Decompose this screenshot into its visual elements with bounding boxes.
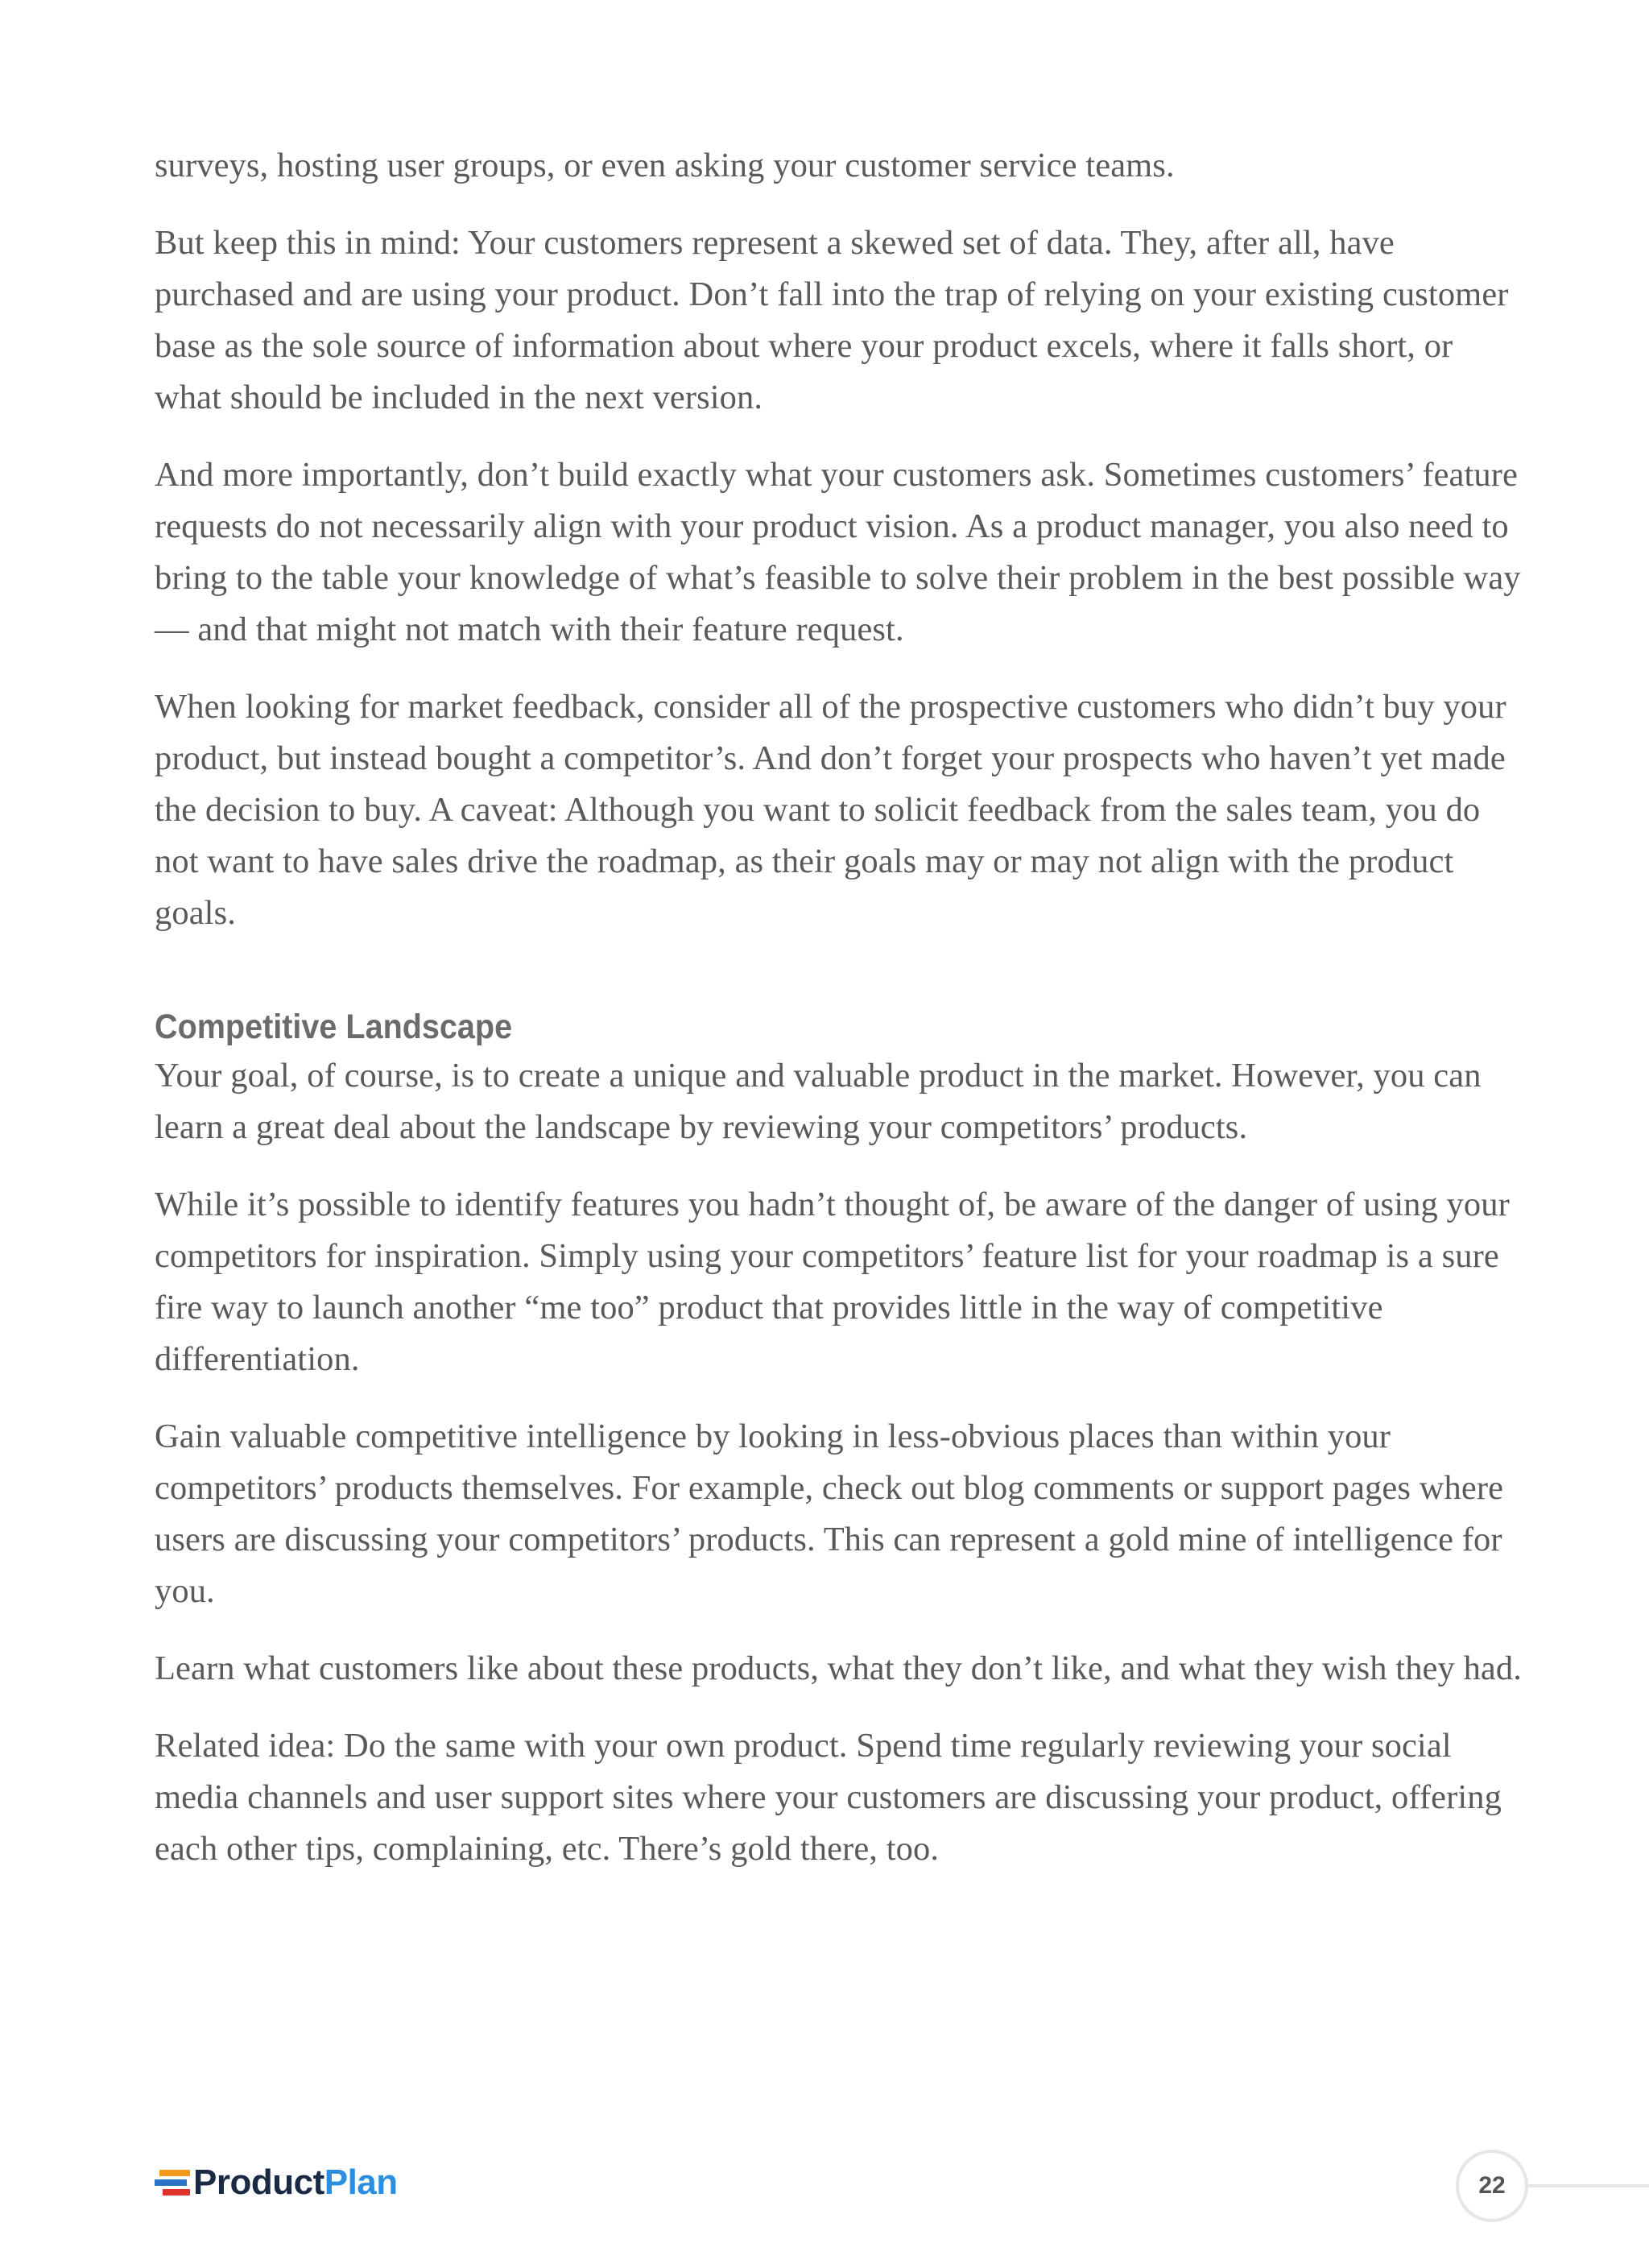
page-number-line (1520, 2184, 1649, 2187)
paragraph: Your goal, of course, is to create a unique and valuable product in the market. However, you can learn a great deal about the landscape by reviewing your competitors’ products. (155, 1057, 1482, 1146)
logo-wordmark (193, 2162, 398, 2203)
logo-bars-icon (155, 2168, 190, 2197)
page-number: 22 (1478, 2172, 1506, 2199)
paragraph: Related idea: Do the same with your own product. Spend time regularly reviewing your social media channels and user support sites where your customers are discussing your product, offering each other tips, complaining, etc. There’s gold there, too. (155, 1727, 1502, 1868)
page-number-badge (1456, 2150, 1649, 2222)
paragraph: But keep this in mind: Your customers represent a skewed set of data. They, after all, have purchased and are using your product. Don’t fall into the trap of relying on your existing customer base as the sole source of information about where your product excels, where it falls short, or what should be included in the next version. (155, 224, 1509, 416)
section-heading: Competitive Landscape (155, 1008, 513, 1046)
paragraph: Gain valuable competitive intelligence by looking in less-obvious places than within your competitors’ products themselves. For example, check out blog comments or support pages where users are discussing your competitors’ products. This can represent a gold mine of intelligence for you. (155, 1418, 1504, 1610)
page-content (155, 140, 1523, 1901)
logo-text-plan: Plan (324, 2162, 398, 2202)
productplan-logo (155, 2158, 398, 2207)
paragraph: surveys, hosting user groups, or even asking your customer service teams. (155, 147, 1175, 184)
page-number-circle (1456, 2150, 1528, 2222)
logo-text-product: Product (193, 2162, 324, 2202)
paragraph: When looking for market feedback, consider all of the prospective customers who didn’t buy your product, but instead bought a competitor’s. And don’t forget your prospects who haven’t yet made the decision to buy. A caveat: Although you want to solicit feedback from the sales team, you do not want to have sales drive the roadmap, as their goals may or may not align with the product goals. (155, 688, 1506, 932)
paragraph: Learn what customers like about these products, what they don’t like, and what they wish they had. (155, 1649, 1522, 1687)
paragraph: And more importantly, don’t build exactly what your customers ask. Sometimes customers’ feature requests do not necessarily align with your product vision. As a product manager, you also need to bring to the table your knowledge of what’s feasible to solve their problem in the best possible way — and that might not match with their feature request. (155, 456, 1521, 648)
paragraph: While it’s possible to identify features you hadn’t thought of, be aware of the danger of using your competitors for inspiration. Simply using your competitors’ feature list for your roadmap is a sure fire way to launch another “me too” product that provides little in the way of competitive differentiation. (155, 1186, 1510, 1378)
